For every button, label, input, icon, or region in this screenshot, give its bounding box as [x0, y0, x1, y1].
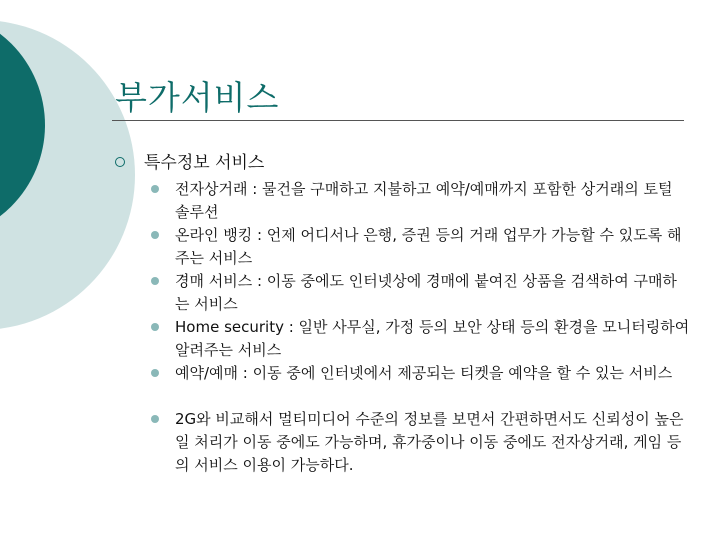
list-item	[150, 362, 690, 408]
slide-title: 부가서비스	[115, 78, 280, 117]
bullet-list	[150, 178, 690, 477]
bullet-dot-icon	[151, 415, 159, 423]
list-item-text: 경매 서비스 : 이동 중에도 인터넷상에 경매에 붙여진 상품을 검색하여 구매하는 서비스	[175, 272, 677, 313]
ring-bullet-icon	[115, 157, 125, 167]
list-item	[150, 270, 690, 316]
list-item-text: 2G와 비교해서 멀티미디어 수준의 정보를 보면서 간편하면서도 신뢰성이 높은 일 처리가 이동 중에도 가능하며, 휴가중이나 이동 중에도 전자상거래, 게임 등의 서비스 이용이 가능하다.	[175, 410, 684, 474]
list-item-text: Home security : 일반 사무실, 가정 등의 보안 상태 등의 환경을 모니터링하여 알려주는 서비스	[175, 318, 690, 359]
list-item-text: 온라인 뱅킹 : 언제 어디서나 은행, 증권 등의 거래 업무가 가능할 수 있도록 해주는 서비스	[175, 226, 682, 267]
title-divider	[112, 120, 684, 121]
bullet-dot-icon	[151, 323, 159, 331]
list-item	[150, 408, 690, 477]
level1-item	[115, 148, 264, 173]
list-item	[150, 316, 690, 362]
list-item-text: 전자상거래 : 물건을 구매하고 지불하고 예약/예매까지 포함한 상거래의 토털 솔루션	[175, 180, 673, 221]
bullet-dot-icon	[151, 231, 159, 239]
list-item-text: 예약/예매 : 이동 중에 인터넷에서 제공되는 티켓을 예약을 할 수 있는 서비스	[175, 364, 673, 382]
bullet-dot-icon	[151, 369, 159, 377]
bullet-dot-icon	[151, 277, 159, 285]
bullet-dot-icon	[151, 185, 159, 193]
list-item	[150, 224, 690, 270]
list-item	[150, 178, 690, 224]
level1-text: 특수정보 서비스	[144, 153, 265, 173]
